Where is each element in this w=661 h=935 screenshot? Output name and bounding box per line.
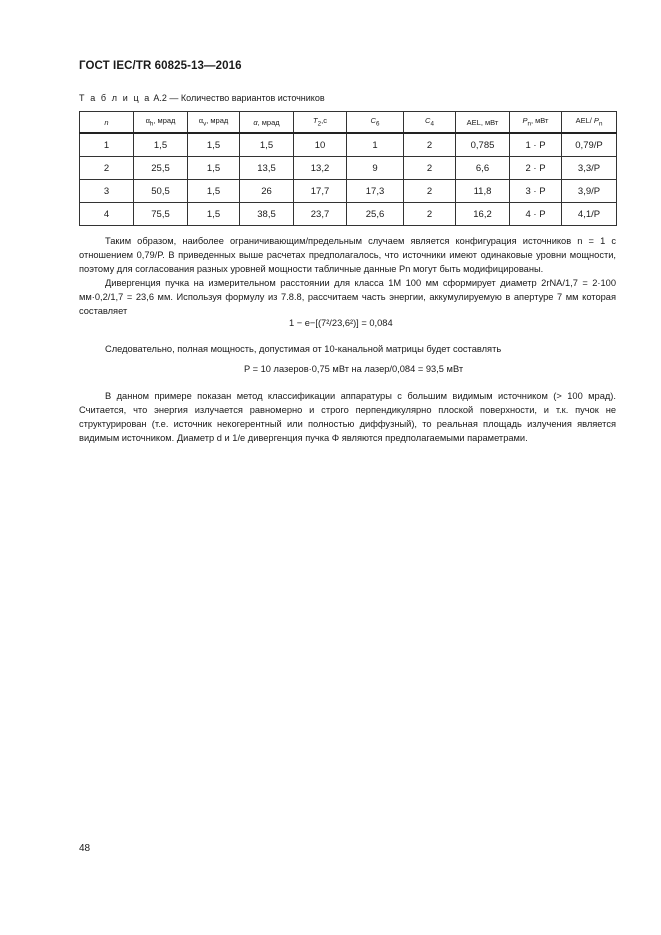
- table-cell: 17,3: [347, 180, 404, 203]
- table-row: [80, 133, 617, 157]
- table-cell: 4: [80, 203, 134, 226]
- col-header-alpha-v: $\alpha_v$, мрад: [188, 112, 240, 134]
- table-cell: 1: [347, 133, 404, 157]
- table-cell: 16,2: [456, 203, 510, 226]
- table-cell: 38,5: [240, 203, 294, 226]
- col-header-pn: $P_n$, мВт: [510, 112, 562, 134]
- table-row: [80, 203, 617, 226]
- table-cell: 2: [404, 157, 456, 180]
- table-cell: 50,5: [134, 180, 188, 203]
- table-cell: 2: [404, 203, 456, 226]
- table-cell: 25,6: [347, 203, 404, 226]
- table-caption-label: Т а б л и ц а: [79, 93, 151, 103]
- body-text-block-1: [79, 234, 616, 318]
- table-cell: 11,8: [456, 180, 510, 203]
- body-text-block-3: [79, 389, 616, 445]
- table-cell: 2: [80, 157, 134, 180]
- formula-energy-fraction: 1 − e−[(7²/23,6²)] = 0,084: [289, 318, 393, 328]
- document-header: ГОСТ IEC/TR 60825-13—2016: [79, 60, 242, 72]
- table-cell: 26: [240, 180, 294, 203]
- paragraph-total-power-intro: Следовательно, полная мощность, допустимая от 10-канальной матрицы будет составлять: [105, 344, 502, 354]
- table-cell: 75,5: [134, 203, 188, 226]
- col-header-ael-pn: AEL/ $P_n$: [562, 112, 617, 134]
- table-cell: 1: [80, 133, 134, 157]
- table-cell: 6,6: [456, 157, 510, 180]
- table-cell: 3,3/P: [562, 157, 617, 180]
- paragraph-example: В данном примере показан метод классификации аппаратуры с большим видимым источником (> 100 мрад). Считается, что энергия излучается равномерно и строго перпендикулярно плоской поверхности, и т.к. пучок не структурирован (т.е. источник некогерентный или полностью диффузный), то реальная площадь излучения является видимым источником. Диаметр d и 1/e дивергенция пучка Φ являются предполагаемыми параметрами.: [79, 391, 616, 443]
- col-header-alpha-h: $\alpha_h$, мрад: [134, 112, 188, 134]
- table-cell: 13,2: [294, 157, 347, 180]
- table-cell: 17,7: [294, 180, 347, 203]
- formula-total-power: P = 10 лазеров·0,75 мВт на лазер/0,084 = 93,5 мВт: [244, 364, 464, 374]
- col-header-ael: AEL, мВт: [456, 112, 510, 134]
- table-cell: 1,5: [188, 203, 240, 226]
- table-cell: 2 · P: [510, 157, 562, 180]
- table-cell: 3,9/P: [562, 180, 617, 203]
- table-cell: 2: [404, 180, 456, 203]
- table-row: [80, 180, 617, 203]
- paragraph-conclusion: Таким образом, наиболее ограничивающим/предельным случаем является конфигурация источников n = 1 с отношением 0,79/P. В приведенных выше расчетах предполагалось, что источники имеют одинаковые уровни мощности, поэтому для согласования разных уровней мощности табличные данные Pn могут быть модифицированы.: [79, 236, 616, 274]
- table-cell: 4 · P: [510, 203, 562, 226]
- table-cell: 3 · P: [510, 180, 562, 203]
- table-cell: 1,5: [134, 133, 188, 157]
- paragraph-divergence: Дивергенция пучка на измерительном расстоянии для класса 1М 100 мм сформирует диаметр 2rNA/1,7 = 2·100 мм·0,2/1,7 = 23,6 мм. Используя формулу из 7.8.8, рассчитаем часть энергии, аккумулируемую в апертуре 7 мм которая составляет: [79, 278, 616, 316]
- table-cell: 9: [347, 157, 404, 180]
- table-row: [80, 157, 617, 180]
- table-cell: 1,5: [188, 133, 240, 157]
- col-header-c4: $C_4$: [404, 112, 456, 134]
- page-number: 48: [79, 843, 91, 854]
- table-cell: 4,1/P: [562, 203, 617, 226]
- table-cell: 13,5: [240, 157, 294, 180]
- table-cell: 10: [294, 133, 347, 157]
- table-cell: 25,5: [134, 157, 188, 180]
- col-header-alpha: α, мрад: [240, 112, 294, 134]
- table-cell: 1,5: [188, 180, 240, 203]
- table-cell: 0,785: [456, 133, 510, 157]
- table-cell: 1,5: [240, 133, 294, 157]
- sources-table: [79, 111, 617, 226]
- table-cell: 2: [404, 133, 456, 157]
- body-text-block-2: [79, 342, 616, 356]
- table-header-row: [80, 112, 617, 134]
- table-caption-text: A.2 — Количество вариантов источников: [153, 93, 325, 103]
- col-header-t2: $T_2,с$: [294, 112, 347, 134]
- col-header-n: n: [80, 112, 134, 134]
- table-cell: 23,7: [294, 203, 347, 226]
- table-cell: 0,79/P: [562, 133, 617, 157]
- table-caption: [79, 93, 325, 103]
- table-cell: 3: [80, 180, 134, 203]
- table-cell: 1,5: [188, 157, 240, 180]
- table-cell: 1 · P: [510, 133, 562, 157]
- col-header-c6: $C_6$: [347, 112, 404, 134]
